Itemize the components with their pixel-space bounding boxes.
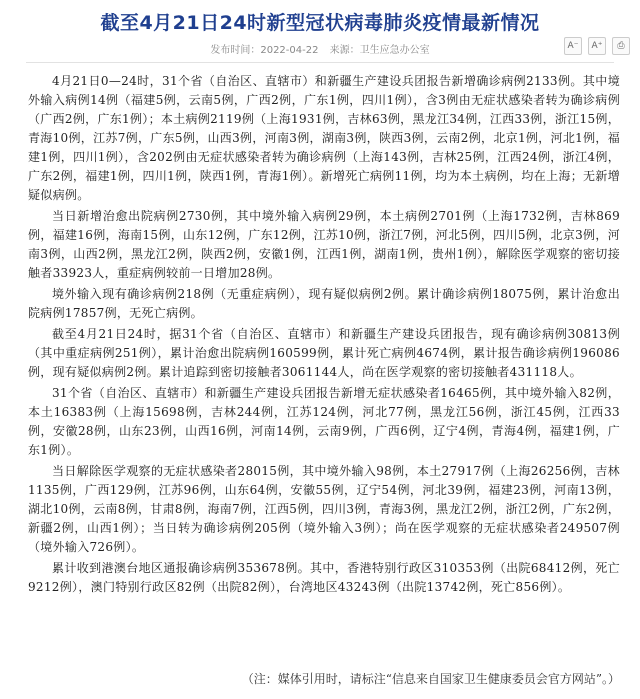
paragraph-imported: 境外输入现有确诊病例218例（无重症病例），现有疑似病例2例。累计确诊病例18075例，累计治愈出院病例17857例，无死亡病例。 [28, 287, 620, 320]
paragraph-cumulative: 截至4月21日24时，据31个省（自治区、直辖市）和新疆生产建设兵团报告，现有确诊病例30813例（其中重症病例251例），累计治愈出院病例160599例，累计死亡病例4674例，累计报告确诊病例196086例，现有疑似病例2例。累计追踪到密切接触者3061144人，尚在医学观察的密切接触者431118人。 [28, 327, 620, 379]
paragraph-recoveries: 当日新增治愈出院病例2730例，其中境外输入病例29例，本土病例2701例（上海1732例，吉林869例，福建16例，海南15例，山东12例，广东12例，江苏10例，浙江7例，河北5例，四川5例，北京3例，河南3例，山西2例，黑龙江2例，陕西2例，安徽1例，江西1例，湖南1例，贵州1例），解除医学观察的密切接触者33923人，重症病例较前一日增加28例。 [28, 209, 620, 280]
paragraph-released: 当日解除医学观察的无症状感染者28015例，其中境外输入98例，本土27917例（上海26256例，吉林1135例，广西129例，江苏96例，山东64例，安徽55例，辽宁54例，河北39例，福建23例，河南13例，湖北10例，云南8例，甘肃8例，海南7例，江西5例，四川3例，青海3例，黑龙江2例，浙江2例，广东2例，新疆2例，山西1例）；当日转为确诊病例205例（境外输入3例）；尚在医学观察的无症状感染者249507例（境外输入726例）。 [28, 464, 620, 554]
paragraph-hk-macao-taiwan: 累计收到港澳台地区通报确诊病例353678例。其中，香港特别行政区310353例（出院68412例，死亡9212例），澳门特别行政区82例（出院82例），台湾地区43243例（出院13742例，死亡856例）。 [28, 561, 620, 594]
publish-date: 2022-04-22 [260, 45, 319, 56]
font-tools [564, 37, 630, 55]
paragraph-new-cases: 4月21日0—24时，31个省（自治区、直辖市）和新疆生产建设兵团报告新增确诊病例2133例。其中境外输入病例14例（福建5例，云南5例，广西2例，广东1例，四川1例），含3例由无症状感染者转为确诊病例（广西2例，广东1例）；本土病例2119例（上海1931例，吉林63例，黑龙江34例，江西33例，浙江15例，青海10例，江苏7例，广东5例，山西3例，河南3例，湖南3例，陕西3例，云南2例，北京1例，河北1例，福建1例，四川1例），含202例由无症状感染者转为确诊病例（上海143例，吉林25例，江西24例，浙江4例，广东2例，福建1例，四川1例，陕西1例，青海1例）。新增死亡病例11例，均为本土病例，均在上海；无新增疑似病例。 [28, 74, 620, 202]
paragraph-asymptomatic: 31个省（自治区、直辖市）和新疆生产建设兵团报告新增无症状感染者16465例，其中境外输入82例，本土16383例（上海15698例，吉林244例，江苏124例，河北77例，黑龙江56例，浙江45例，江西33例，安徽28例，山东23例，山西16例，河南14例，云南9例，广西6例，辽宁4例，青海4例，福建1例，广东1例）。 [28, 386, 620, 457]
font-decrease-button[interactable]: A⁻ [564, 37, 582, 55]
article-meta [0, 41, 640, 56]
source-name: 卫生应急办公室 [359, 45, 430, 56]
footer-note: （注：媒体引用时，请标注“信息来自国家卫生健康委员会官方网站”。） [241, 672, 620, 686]
source-label: 来源： [329, 45, 360, 56]
source-info [330, 45, 430, 56]
publish-label: 发布时间： [210, 45, 261, 56]
title-divider [26, 62, 614, 63]
article-body [28, 72, 620, 599]
article-title: 截至4月21日24时新型冠状病毒肺炎疫情最新情况 [100, 12, 540, 34]
font-increase-button[interactable]: A⁺ [588, 37, 606, 55]
print-icon[interactable]: ⎙ [612, 37, 630, 55]
publish-info [210, 45, 318, 56]
